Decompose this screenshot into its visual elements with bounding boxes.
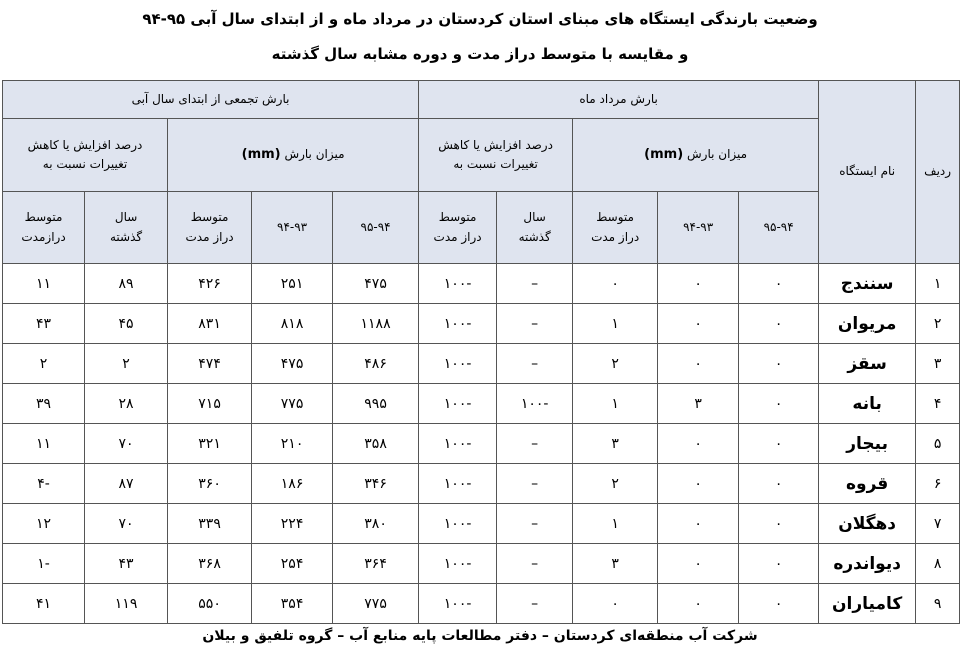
row-number-cell: ۱ <box>916 264 960 304</box>
monthly-average-cell: ۳ <box>573 424 658 464</box>
monthly-94-cell: ۰ <box>658 304 739 344</box>
cumulative-year-95-header <box>333 192 419 264</box>
table-row <box>3 424 960 464</box>
monthly-94-cell: ۰ <box>658 344 739 384</box>
monthly-last-year-change-cell: – <box>497 304 573 344</box>
station-name-header-text: نام ایستگاه <box>839 164 896 179</box>
monthly-94-cell: ۰ <box>658 464 739 504</box>
monthly-last-year-change-cell: – <box>497 544 573 584</box>
cumulative-95-cell: ۳۵۸ <box>333 424 419 464</box>
cumulative-94-cell: ۸۱۸ <box>252 304 333 344</box>
monthly-95-cell: ۰ <box>739 424 819 464</box>
monthly-average-cell: ۳ <box>573 544 658 584</box>
cumulative-average-cell: ۴۷۴ <box>168 344 252 384</box>
row-number-cell: ۸ <box>916 544 960 584</box>
cumulative-95-cell: ۹۹۵ <box>333 384 419 424</box>
cumulative-last-year-change-cell: ۴۵ <box>85 304 168 344</box>
cumulative-94-cell: ۳۵۴ <box>252 584 333 624</box>
cumulative-last-year-change-cell: ۲۸ <box>85 384 168 424</box>
monthly-long-term-change-cell: -۱۰۰ <box>419 584 497 624</box>
row-number-cell: ۶ <box>916 464 960 504</box>
cumulative-long-term-change-cell: ۱۱ <box>3 424 85 464</box>
station-name-cell: کامیاران <box>819 584 916 624</box>
row-number-cell: ۷ <box>916 504 960 544</box>
cumulative-long-term-change-cell: -۱ <box>3 544 85 584</box>
footer-credit: شرکت آب منطقه‌ای کردستان – دفتر مطالعات پایه منابع آب – گروه تلفیق و بیلان <box>202 628 758 644</box>
cumulative-94-cell: ۲۲۴ <box>252 504 333 544</box>
monthly-94-cell: ۰ <box>658 424 739 464</box>
cumulative-94-cell: ۲۵۱ <box>252 264 333 304</box>
monthly-94-cell: ۰ <box>658 584 739 624</box>
monthly-average-cell: ۰ <box>573 584 658 624</box>
cumulative-average-cell: ۳۶۸ <box>168 544 252 584</box>
cumulative-amount-header <box>168 119 419 192</box>
station-name-cell: سنندج <box>819 264 916 304</box>
monthly-long-term-change-cell: -۱۰۰ <box>419 304 497 344</box>
monthly-last-year-text-2: گذشته <box>518 229 551 244</box>
monthly-94-cell: ۰ <box>658 264 739 304</box>
cumulative-95-cell: ۴۸۶ <box>333 344 419 384</box>
rainfall-table <box>2 80 960 624</box>
monthly-last-year-change-cell: – <box>497 584 573 624</box>
cumulative-average-text-1: متوسط <box>190 210 229 225</box>
monthly-long-term-change-cell: -۱۰۰ <box>419 464 497 504</box>
monthly-amount-header <box>573 119 819 192</box>
monthly-average-text-1: متوسط <box>596 210 634 225</box>
table-row <box>3 504 960 544</box>
cumulative-average-cell: ۴۲۶ <box>168 264 252 304</box>
row-number-header <box>916 81 960 264</box>
cumulative-last-year-change-cell: ۷۰ <box>85 424 168 464</box>
table-row <box>3 344 960 384</box>
cumulative-last-year-text-2: گذشته <box>110 229 143 244</box>
cumulative-last-year-header <box>85 192 168 264</box>
table-row <box>3 384 960 424</box>
cumulative-95-cell: ۱۱۸۸ <box>333 304 419 344</box>
cumulative-rainfall-header <box>3 81 419 119</box>
station-name-header <box>819 81 916 264</box>
monthly-last-year-header <box>497 192 573 264</box>
cumulative-long-term-header <box>3 192 85 264</box>
monthly-long-term-change-cell: -۱۰۰ <box>419 384 497 424</box>
cumulative-average-text-2: دراز مدت <box>185 229 234 244</box>
cumulative-long-term-change-cell: ۳۹ <box>3 384 85 424</box>
table-row <box>3 264 960 304</box>
cumulative-long-term-change-cell: ۱۱ <box>3 264 85 304</box>
monthly-95-cell: ۰ <box>739 344 819 384</box>
row-number-cell: ۳ <box>916 344 960 384</box>
cumulative-95-cell: ۴۷۵ <box>333 264 419 304</box>
monthly-last-year-change-cell: – <box>497 464 573 504</box>
cumulative-last-year-change-cell: ۴۳ <box>85 544 168 584</box>
monthly-unit-label: (mm) <box>644 146 684 162</box>
row-number-header-text: ردیف <box>924 164 952 179</box>
station-name-cell: مریوان <box>819 304 916 344</box>
cumulative-long-term-text-1: متوسط <box>24 210 63 225</box>
cumulative-year-94-header <box>252 192 333 264</box>
monthly-95-cell: ۰ <box>739 304 819 344</box>
report-title-line-1: وضعیت بارندگی ایستگاه های مبنای استان کردستان در مرداد ماه و از ابتدای سال آبی ۹۵-۹۴ <box>142 10 818 28</box>
cumulative-average-cell: ۵۵۰ <box>168 584 252 624</box>
monthly-long-term-change-cell: -۱۰۰ <box>419 424 497 464</box>
monthly-long-term-header <box>419 192 497 264</box>
cumulative-average-header <box>168 192 252 264</box>
monthly-95-cell: ۰ <box>739 504 819 544</box>
table-row <box>3 304 960 344</box>
cumulative-94-cell: ۷۷۵ <box>252 384 333 424</box>
cumulative-long-term-change-cell: ۱۲ <box>3 504 85 544</box>
monthly-average-cell: ۲ <box>573 344 658 384</box>
cumulative-last-year-text-1: سال <box>114 210 138 225</box>
cumulative-average-cell: ۳۲۱ <box>168 424 252 464</box>
cumulative-last-year-change-cell: ۲ <box>85 344 168 384</box>
cumulative-amount-label: میزان بارش <box>284 146 345 161</box>
cumulative-average-cell: ۳۳۹ <box>168 504 252 544</box>
station-name-cell: بانه <box>819 384 916 424</box>
monthly-average-text-2: دراز مدت <box>591 229 640 244</box>
monthly-last-year-change-cell: – <box>497 504 573 544</box>
cumulative-95-cell: ۳۸۰ <box>333 504 419 544</box>
monthly-94-cell: ۰ <box>658 504 739 544</box>
cumulative-94-cell: ۲۱۰ <box>252 424 333 464</box>
cumulative-95-cell: ۷۷۵ <box>333 584 419 624</box>
cumulative-change-label-1: درصد افزایش یا کاهش <box>27 137 143 152</box>
cumulative-change-label-2: تغییرات نسبت به <box>42 157 128 171</box>
monthly-average-header <box>573 192 658 264</box>
monthly-year-94-text: ۹۴-۹۳ <box>683 219 714 234</box>
row-number-cell: ۲ <box>916 304 960 344</box>
row-number-cell: ۵ <box>916 424 960 464</box>
row-number-cell: ۹ <box>916 584 960 624</box>
table-row <box>3 464 960 504</box>
monthly-rainfall-header-text: بارش مرداد ماه <box>579 91 658 106</box>
monthly-change-header <box>419 119 573 192</box>
cumulative-change-header <box>3 119 168 192</box>
cumulative-year-94-text: ۹۴-۹۳ <box>277 219 308 234</box>
cumulative-long-term-text-2: درازمدت <box>21 229 66 244</box>
cumulative-long-term-change-cell: ۲ <box>3 344 85 384</box>
monthly-amount-label: میزان بارش <box>687 146 748 161</box>
cumulative-95-cell: ۳۴۶ <box>333 464 419 504</box>
station-name-cell: سقز <box>819 344 916 384</box>
monthly-year-95-header <box>739 192 819 264</box>
monthly-long-term-change-cell: -۱۰۰ <box>419 544 497 584</box>
cumulative-long-term-change-cell: ۴۳ <box>3 304 85 344</box>
monthly-95-cell: ۰ <box>739 464 819 504</box>
cumulative-long-term-change-cell: -۴ <box>3 464 85 504</box>
cumulative-94-cell: ۲۵۴ <box>252 544 333 584</box>
cumulative-last-year-change-cell: ۱۱۹ <box>85 584 168 624</box>
monthly-long-term-change-cell: -۱۰۰ <box>419 504 497 544</box>
cumulative-average-cell: ۳۶۰ <box>168 464 252 504</box>
table-row <box>3 544 960 584</box>
cumulative-year-95-text: ۹۵-۹۴ <box>360 219 391 234</box>
monthly-94-cell: ۰ <box>658 544 739 584</box>
station-name-cell: دهگلان <box>819 504 916 544</box>
monthly-last-year-text-1: سال <box>523 210 546 225</box>
monthly-year-95-text: ۹۵-۹۴ <box>763 219 794 234</box>
monthly-last-year-change-cell: -۱۰۰ <box>497 384 573 424</box>
report-title-line-2: و مقایسه با متوسط دراز مدت و دوره مشابه سال گذشته <box>271 45 689 63</box>
monthly-average-cell: ۲ <box>573 464 658 504</box>
cumulative-last-year-change-cell: ۸۷ <box>85 464 168 504</box>
monthly-95-cell: ۰ <box>739 544 819 584</box>
monthly-average-cell: ۱ <box>573 304 658 344</box>
monthly-last-year-change-cell: – <box>497 264 573 304</box>
monthly-long-term-change-cell: -۱۰۰ <box>419 264 497 304</box>
monthly-long-term-text-2: دراز مدت <box>433 229 482 244</box>
cumulative-94-cell: ۱۸۶ <box>252 464 333 504</box>
monthly-year-94-header <box>658 192 739 264</box>
station-name-cell: قروه <box>819 464 916 504</box>
station-name-cell: دیواندره <box>819 544 916 584</box>
monthly-average-cell: ۱ <box>573 504 658 544</box>
monthly-95-cell: ۰ <box>739 264 819 304</box>
cumulative-last-year-change-cell: ۸۹ <box>85 264 168 304</box>
monthly-94-cell: ۳ <box>658 384 739 424</box>
monthly-last-year-change-cell: – <box>497 424 573 464</box>
cumulative-average-cell: ۷۱۵ <box>168 384 252 424</box>
monthly-rainfall-header <box>419 81 819 119</box>
cumulative-long-term-change-cell: ۴۱ <box>3 584 85 624</box>
monthly-average-cell: ۱ <box>573 384 658 424</box>
cumulative-rainfall-header-text: بارش تجمعی از ابتدای سال آبی <box>131 91 290 106</box>
monthly-95-cell: ۰ <box>739 384 819 424</box>
monthly-long-term-text-1: متوسط <box>438 210 477 225</box>
cumulative-last-year-change-cell: ۷۰ <box>85 504 168 544</box>
monthly-change-label-1: درصد افزایش یا کاهش <box>438 137 553 152</box>
cumulative-95-cell: ۳۶۴ <box>333 544 419 584</box>
monthly-long-term-change-cell: -۱۰۰ <box>419 344 497 384</box>
row-number-cell: ۴ <box>916 384 960 424</box>
monthly-95-cell: ۰ <box>739 584 819 624</box>
station-name-cell: بیجار <box>819 424 916 464</box>
monthly-last-year-change-cell: – <box>497 344 573 384</box>
cumulative-94-cell: ۴۷۵ <box>252 344 333 384</box>
cumulative-unit-label: (mm) <box>241 146 281 162</box>
monthly-change-label-2: تغییرات نسبت به <box>453 157 538 171</box>
table-row <box>3 584 960 624</box>
monthly-average-cell: ۰ <box>573 264 658 304</box>
cumulative-average-cell: ۸۳۱ <box>168 304 252 344</box>
